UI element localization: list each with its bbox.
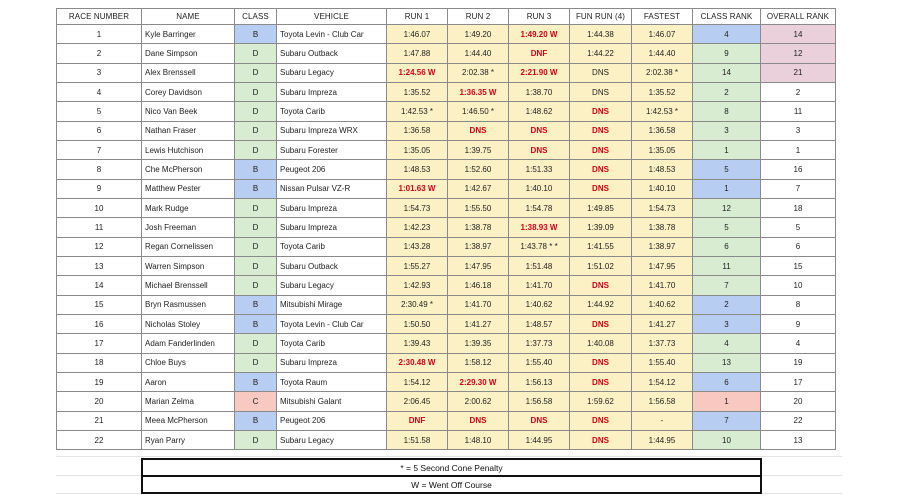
overall-rank-cell[interactable]: 13 xyxy=(761,430,836,449)
vehicle-cell[interactable]: Subaru Legacy xyxy=(277,430,387,449)
class-rank-cell[interactable]: 3 xyxy=(693,121,761,140)
class-rank-cell[interactable]: 2 xyxy=(693,295,761,314)
driver-name-cell[interactable]: Marian Zelma xyxy=(142,392,235,411)
run-1-cell[interactable]: DNF xyxy=(387,411,448,430)
run-3-cell[interactable]: 1:51.33 xyxy=(509,160,570,179)
fastest-cell[interactable]: 1:47.95 xyxy=(632,256,693,275)
driver-name-cell[interactable]: Nico Van Beek xyxy=(142,102,235,121)
class-cell[interactable]: D xyxy=(235,353,277,372)
run-2-cell[interactable]: 1:49.20 xyxy=(448,25,509,44)
run-3-cell[interactable]: 1:48.57 xyxy=(509,314,570,333)
table-row xyxy=(57,430,836,449)
overall-rank-cell[interactable]: 14 xyxy=(761,25,836,44)
race-number-cell[interactable]: 5 xyxy=(57,102,142,121)
vehicle-cell[interactable]: Subaru Legacy xyxy=(277,63,387,82)
driver-name-cell[interactable]: Mark Rudge xyxy=(142,198,235,217)
run-3-cell[interactable]: 1:40.62 xyxy=(509,295,570,314)
run-2-cell[interactable]: 1:46.18 xyxy=(448,276,509,295)
fun-run-cell[interactable]: DNS xyxy=(570,63,632,82)
run-3-cell[interactable]: 1:56.13 xyxy=(509,372,570,391)
run-2-cell[interactable]: 2:02.38 * xyxy=(448,63,509,82)
fastest-cell[interactable]: 1:44.95 xyxy=(632,430,693,449)
run-1-cell[interactable]: 2:30.49 * xyxy=(387,295,448,314)
class-rank-cell[interactable]: 13 xyxy=(693,353,761,372)
fun-run-cell[interactable]: DNS xyxy=(570,276,632,295)
run-1-cell[interactable]: 1:50.50 xyxy=(387,314,448,333)
driver-name-cell[interactable]: Adam Fanderlinden xyxy=(142,334,235,353)
driver-name-cell[interactable]: Bryn Rasmussen xyxy=(142,295,235,314)
overall-rank-cell[interactable]: 4 xyxy=(761,334,836,353)
overall-rank-cell[interactable]: 12 xyxy=(761,44,836,63)
fun-run-cell[interactable]: DNS xyxy=(570,160,632,179)
class-rank-cell[interactable]: 5 xyxy=(693,160,761,179)
fun-run-cell[interactable]: DNS xyxy=(570,353,632,372)
run-3-cell[interactable]: DNS xyxy=(509,140,570,159)
fastest-cell[interactable]: - xyxy=(632,411,693,430)
table-row xyxy=(57,372,836,391)
table-row xyxy=(57,179,836,198)
run-2-cell[interactable]: 1:48.10 xyxy=(448,430,509,449)
fastest-cell[interactable]: 1:38.78 xyxy=(632,218,693,237)
run-3-cell[interactable]: 1:38.93 W xyxy=(509,218,570,237)
run-2-cell[interactable]: 1:58.12 xyxy=(448,353,509,372)
run-2-cell[interactable]: 1:47.95 xyxy=(448,256,509,275)
fastest-cell[interactable]: 1:46.07 xyxy=(632,25,693,44)
col-header-vehicle[interactable]: VEHICLE xyxy=(277,9,387,25)
fastest-cell[interactable]: 1:41.27 xyxy=(632,314,693,333)
run-3-cell[interactable]: 1:51.48 xyxy=(509,256,570,275)
col-header-class-rank[interactable]: CLASS RANK xyxy=(693,9,761,25)
race-number-cell[interactable]: 12 xyxy=(57,237,142,256)
class-rank-cell[interactable]: 3 xyxy=(693,314,761,333)
overall-rank-cell[interactable]: 19 xyxy=(761,353,836,372)
vehicle-cell[interactable]: Peugeot 206 xyxy=(277,411,387,430)
class-rank-cell[interactable]: 4 xyxy=(693,25,761,44)
race-number-cell[interactable]: 11 xyxy=(57,218,142,237)
fun-run-cell[interactable]: 1:49.85 xyxy=(570,198,632,217)
fun-run-cell[interactable]: DNS xyxy=(570,314,632,333)
run-1-cell[interactable]: 1:36.58 xyxy=(387,121,448,140)
fun-run-cell[interactable]: 1:44.22 xyxy=(570,44,632,63)
overall-rank-cell[interactable]: 20 xyxy=(761,392,836,411)
class-cell[interactable]: D xyxy=(235,237,277,256)
col-header-fun-run[interactable]: FUN RUN (4) xyxy=(570,9,632,25)
run-1-cell[interactable]: 1:47.88 xyxy=(387,44,448,63)
class-rank-cell[interactable]: 4 xyxy=(693,334,761,353)
run-3-cell[interactable]: 1:40.10 xyxy=(509,179,570,198)
run-3-cell[interactable]: 1:48.62 xyxy=(509,102,570,121)
class-rank-cell[interactable]: 12 xyxy=(693,198,761,217)
table-row xyxy=(57,102,836,121)
vehicle-cell[interactable]: Peugeot 206 xyxy=(277,160,387,179)
run-1-cell[interactable]: 1:55.27 xyxy=(387,256,448,275)
class-rank-cell[interactable]: 1 xyxy=(693,392,761,411)
table-row xyxy=(57,198,836,217)
fun-run-cell[interactable]: 1:44.92 xyxy=(570,295,632,314)
fun-run-cell[interactable]: 1:51.02 xyxy=(570,256,632,275)
run-1-cell[interactable]: 1:42.23 xyxy=(387,218,448,237)
class-rank-cell[interactable]: 6 xyxy=(693,237,761,256)
driver-name-cell[interactable]: Chloe Buys xyxy=(142,353,235,372)
class-rank-cell[interactable]: 14 xyxy=(693,63,761,82)
fastest-cell[interactable]: 1:41.70 xyxy=(632,276,693,295)
driver-name-cell[interactable]: Kyle Barringer xyxy=(142,25,235,44)
results-table xyxy=(56,8,836,450)
table-row xyxy=(57,160,836,179)
table-row xyxy=(57,237,836,256)
overall-rank-cell[interactable]: 11 xyxy=(761,102,836,121)
race-number-cell[interactable]: 13 xyxy=(57,256,142,275)
race-number-cell[interactable]: 4 xyxy=(57,82,142,101)
driver-name-cell[interactable]: Ryan Parry xyxy=(142,430,235,449)
run-3-cell[interactable]: 1:38.70 xyxy=(509,82,570,101)
driver-name-cell[interactable]: Warren Simpson xyxy=(142,256,235,275)
vehicle-cell[interactable]: Subaru Impreza xyxy=(277,218,387,237)
run-3-cell[interactable]: 1:44.95 xyxy=(509,430,570,449)
overall-rank-cell[interactable]: 16 xyxy=(761,160,836,179)
run-1-cell[interactable]: 1:01.63 W xyxy=(387,179,448,198)
class-cell[interactable]: D xyxy=(235,256,277,275)
class-cell[interactable]: B xyxy=(235,179,277,198)
vehicle-cell[interactable]: Toyota Levin - Club Car xyxy=(277,314,387,333)
class-rank-cell[interactable]: 2 xyxy=(693,82,761,101)
fastest-cell[interactable]: 1:44.40 xyxy=(632,44,693,63)
vehicle-cell[interactable]: Toyota Levin - Club Car xyxy=(277,25,387,44)
fun-run-cell[interactable]: DNS xyxy=(570,140,632,159)
run-3-cell[interactable]: 1:41.70 xyxy=(509,276,570,295)
class-rank-cell[interactable]: 10 xyxy=(693,430,761,449)
race-number-cell[interactable]: 14 xyxy=(57,276,142,295)
race-number-cell[interactable]: 6 xyxy=(57,121,142,140)
legend xyxy=(141,458,762,494)
run-1-cell[interactable]: 1:24.56 W xyxy=(387,63,448,82)
overall-rank-cell[interactable]: 2 xyxy=(761,82,836,101)
run-2-cell[interactable]: 1:52.60 xyxy=(448,160,509,179)
col-header-overall-rank[interactable]: OVERALL RANK xyxy=(761,9,836,25)
table-row xyxy=(57,218,836,237)
table-row xyxy=(57,63,836,82)
run-3-cell[interactable]: 1:54.78 xyxy=(509,198,570,217)
vehicle-cell[interactable]: Toyota Carib xyxy=(277,334,387,353)
run-2-cell[interactable]: 2:00.62 xyxy=(448,392,509,411)
overall-rank-cell[interactable]: 6 xyxy=(761,237,836,256)
run-2-cell[interactable]: 1:36.35 W xyxy=(448,82,509,101)
table-row xyxy=(57,121,836,140)
class-cell[interactable]: D xyxy=(235,63,277,82)
run-2-cell[interactable]: 2:29.30 W xyxy=(448,372,509,391)
class-cell[interactable]: D xyxy=(235,140,277,159)
fun-run-cell[interactable]: 1:44.38 xyxy=(570,25,632,44)
table-row xyxy=(57,82,836,101)
race-number-cell[interactable]: 22 xyxy=(57,430,142,449)
fastest-cell[interactable]: 1:55.40 xyxy=(632,353,693,372)
race-number-cell[interactable]: 3 xyxy=(57,63,142,82)
driver-name-cell[interactable]: Che McPherson xyxy=(142,160,235,179)
driver-name-cell[interactable]: Dane Simpson xyxy=(142,44,235,63)
table-row xyxy=(57,25,836,44)
run-2-cell[interactable]: 1:38.97 xyxy=(448,237,509,256)
run-3-cell[interactable]: DNS xyxy=(509,121,570,140)
fastest-cell[interactable]: 1:38.97 xyxy=(632,237,693,256)
col-header-run-3[interactable]: RUN 3 xyxy=(509,9,570,25)
overall-rank-cell[interactable]: 3 xyxy=(761,121,836,140)
fastest-cell[interactable]: 1:36.58 xyxy=(632,121,693,140)
driver-name-cell[interactable]: Aaron xyxy=(142,372,235,391)
overall-rank-cell[interactable]: 8 xyxy=(761,295,836,314)
col-header-fastest[interactable]: FASTEST xyxy=(632,9,693,25)
run-3-cell[interactable]: 1:37.73 xyxy=(509,334,570,353)
fastest-cell[interactable]: 1:48.53 xyxy=(632,160,693,179)
fastest-cell[interactable]: 1:42.53 * xyxy=(632,102,693,121)
fastest-cell[interactable]: 1:54.12 xyxy=(632,372,693,391)
race-number-cell[interactable]: 16 xyxy=(57,314,142,333)
class-rank-cell[interactable]: 5 xyxy=(693,218,761,237)
run-1-cell[interactable]: 1:39.43 xyxy=(387,334,448,353)
driver-name-cell[interactable]: Regan Cornelissen xyxy=(142,237,235,256)
vehicle-cell[interactable]: Mitsubishi Galant xyxy=(277,392,387,411)
overall-rank-cell[interactable]: 18 xyxy=(761,198,836,217)
class-cell[interactable]: B xyxy=(235,314,277,333)
class-rank-cell[interactable]: 1 xyxy=(693,179,761,198)
table-row xyxy=(57,256,836,275)
run-2-cell[interactable]: 1:41.70 xyxy=(448,295,509,314)
vehicle-cell[interactable]: Toyota Carib xyxy=(277,102,387,121)
class-cell[interactable]: D xyxy=(235,198,277,217)
vehicle-cell[interactable]: Subaru Outback xyxy=(277,44,387,63)
fun-run-cell[interactable]: DNS xyxy=(570,102,632,121)
fun-run-cell[interactable]: 1:39.09 xyxy=(570,218,632,237)
fastest-cell[interactable]: 1:35.52 xyxy=(632,82,693,101)
class-cell[interactable]: D xyxy=(235,44,277,63)
vehicle-cell[interactable]: Subaru Impreza xyxy=(277,198,387,217)
driver-name-cell[interactable]: Josh Freeman xyxy=(142,218,235,237)
fastest-cell[interactable]: 1:37.73 xyxy=(632,334,693,353)
run-2-cell[interactable]: 1:46.50 * xyxy=(448,102,509,121)
driver-name-cell[interactable]: Alex Brenssell xyxy=(142,63,235,82)
legend-off-course: W = Went Off Course xyxy=(141,477,762,494)
vehicle-cell[interactable]: Subaru Legacy xyxy=(277,276,387,295)
run-3-cell[interactable]: DNF xyxy=(509,44,570,63)
results-sheet xyxy=(56,8,836,450)
fun-run-cell[interactable]: DNS xyxy=(570,179,632,198)
class-rank-cell[interactable]: 1 xyxy=(693,140,761,159)
run-1-cell[interactable]: 1:35.52 xyxy=(387,82,448,101)
table-row xyxy=(57,276,836,295)
class-cell[interactable]: D xyxy=(235,82,277,101)
col-header-race-number[interactable]: RACE NUMBER xyxy=(57,9,142,25)
race-number-cell[interactable]: 1 xyxy=(57,25,142,44)
overall-rank-cell[interactable]: 21 xyxy=(761,63,836,82)
vehicle-cell[interactable]: Subaru Impreza xyxy=(277,353,387,372)
col-header-name[interactable]: NAME xyxy=(142,9,235,25)
header-row xyxy=(57,9,836,25)
class-cell[interactable]: D xyxy=(235,121,277,140)
vehicle-cell[interactable]: Subaru Impreza xyxy=(277,82,387,101)
vehicle-cell[interactable]: Toyota Carib xyxy=(277,237,387,256)
col-header-run-1[interactable]: RUN 1 xyxy=(387,9,448,25)
race-number-cell[interactable]: 15 xyxy=(57,295,142,314)
fun-run-cell[interactable]: DNS xyxy=(570,411,632,430)
class-rank-cell[interactable]: 6 xyxy=(693,372,761,391)
race-number-cell[interactable]: 9 xyxy=(57,179,142,198)
driver-name-cell[interactable]: Lewis Hutchison xyxy=(142,140,235,159)
run-1-cell[interactable]: 1:42.53 * xyxy=(387,102,448,121)
fastest-cell[interactable]: 1:56.58 xyxy=(632,392,693,411)
driver-name-cell[interactable]: Michael Brenssell xyxy=(142,276,235,295)
race-number-cell[interactable]: 17 xyxy=(57,334,142,353)
run-2-cell[interactable]: 1:39.75 xyxy=(448,140,509,159)
race-number-cell[interactable]: 8 xyxy=(57,160,142,179)
class-rank-cell[interactable]: 11 xyxy=(693,256,761,275)
table-row xyxy=(57,44,836,63)
table-row xyxy=(57,140,836,159)
fun-run-cell[interactable]: DNS xyxy=(570,430,632,449)
run-3-cell[interactable]: 1:49.20 W xyxy=(509,25,570,44)
fastest-cell[interactable]: 1:54.73 xyxy=(632,198,693,217)
overall-rank-cell[interactable]: 10 xyxy=(761,276,836,295)
vehicle-cell[interactable]: Subaru Forester xyxy=(277,140,387,159)
class-cell[interactable]: B xyxy=(235,295,277,314)
table-row xyxy=(57,353,836,372)
run-3-cell[interactable]: 1:56.58 xyxy=(509,392,570,411)
run-1-cell[interactable]: 2:06.45 xyxy=(387,392,448,411)
overall-rank-cell[interactable]: 7 xyxy=(761,179,836,198)
run-2-cell[interactable]: 1:39.35 xyxy=(448,334,509,353)
class-cell[interactable]: B xyxy=(235,25,277,44)
fun-run-cell[interactable]: DNS xyxy=(570,372,632,391)
run-1-cell[interactable]: 1:48.53 xyxy=(387,160,448,179)
fun-run-cell[interactable]: 1:40.08 xyxy=(570,334,632,353)
run-3-cell[interactable]: 2:21.90 W xyxy=(509,63,570,82)
overall-rank-cell[interactable]: 9 xyxy=(761,314,836,333)
run-1-cell[interactable]: 1:43.28 xyxy=(387,237,448,256)
legend-cone-penalty: * = 5 Second Cone Penalty xyxy=(141,458,762,477)
overall-rank-cell[interactable]: 22 xyxy=(761,411,836,430)
class-rank-cell[interactable]: 8 xyxy=(693,102,761,121)
table-row xyxy=(57,334,836,353)
race-number-cell[interactable]: 18 xyxy=(57,353,142,372)
col-header-class[interactable]: CLASS xyxy=(235,9,277,25)
vehicle-cell[interactable]: Mitsubishi Mirage xyxy=(277,295,387,314)
driver-name-cell[interactable]: Matthew Pester xyxy=(142,179,235,198)
run-2-cell[interactable]: 1:38.78 xyxy=(448,218,509,237)
race-number-cell[interactable]: 7 xyxy=(57,140,142,159)
driver-name-cell[interactable]: Meea McPherson xyxy=(142,411,235,430)
run-2-cell[interactable]: DNS xyxy=(448,411,509,430)
class-rank-cell[interactable]: 7 xyxy=(693,411,761,430)
fastest-cell[interactable]: 1:35.05 xyxy=(632,140,693,159)
run-1-cell[interactable]: 1:46.07 xyxy=(387,25,448,44)
class-cell[interactable]: D xyxy=(235,102,277,121)
fun-run-cell[interactable]: 1:41.55 xyxy=(570,237,632,256)
fastest-cell[interactable]: 1:40.10 xyxy=(632,179,693,198)
table-row xyxy=(57,295,836,314)
run-2-cell[interactable]: 1:41.27 xyxy=(448,314,509,333)
col-header-run-2[interactable]: RUN 2 xyxy=(448,9,509,25)
race-number-cell[interactable]: 19 xyxy=(57,372,142,391)
class-cell[interactable]: B xyxy=(235,160,277,179)
race-number-cell[interactable]: 2 xyxy=(57,44,142,63)
vehicle-cell[interactable]: Nissan Pulsar VZ-R xyxy=(277,179,387,198)
run-2-cell[interactable]: DNS xyxy=(448,121,509,140)
fastest-cell[interactable]: 1:40.62 xyxy=(632,295,693,314)
overall-rank-cell[interactable]: 15 xyxy=(761,256,836,275)
class-cell[interactable]: C xyxy=(235,392,277,411)
class-cell[interactable]: B xyxy=(235,372,277,391)
driver-name-cell[interactable]: Nathan Fraser xyxy=(142,121,235,140)
run-1-cell[interactable]: 1:54.73 xyxy=(387,198,448,217)
class-cell[interactable]: D xyxy=(235,218,277,237)
class-cell[interactable]: D xyxy=(235,334,277,353)
class-cell[interactable]: D xyxy=(235,276,277,295)
vehicle-cell[interactable]: Subaru Impreza WRX xyxy=(277,121,387,140)
race-number-cell[interactable]: 20 xyxy=(57,392,142,411)
driver-name-cell[interactable]: Nicholas Stoley xyxy=(142,314,235,333)
run-3-cell[interactable]: 1:43.78 * * xyxy=(509,237,570,256)
vehicle-cell[interactable]: Subaru Outback xyxy=(277,256,387,275)
run-3-cell[interactable]: DNS xyxy=(509,411,570,430)
vehicle-cell[interactable]: Toyota Raum xyxy=(277,372,387,391)
table-row xyxy=(57,411,836,430)
run-1-cell[interactable]: 1:35.05 xyxy=(387,140,448,159)
overall-rank-cell[interactable]: 5 xyxy=(761,218,836,237)
class-cell[interactable]: B xyxy=(235,411,277,430)
table-row xyxy=(57,314,836,333)
overall-rank-cell[interactable]: 17 xyxy=(761,372,836,391)
driver-name-cell[interactable]: Corey Davidson xyxy=(142,82,235,101)
fun-run-cell[interactable]: 1:59.62 xyxy=(570,392,632,411)
fun-run-cell[interactable]: DNS xyxy=(570,121,632,140)
class-cell[interactable]: D xyxy=(235,430,277,449)
race-number-cell[interactable]: 21 xyxy=(57,411,142,430)
table-row xyxy=(57,392,836,411)
race-number-cell[interactable]: 10 xyxy=(57,198,142,217)
run-1-cell[interactable]: 1:54.12 xyxy=(387,372,448,391)
run-2-cell[interactable]: 1:55.50 xyxy=(448,198,509,217)
run-2-cell[interactable]: 1:42.67 xyxy=(448,179,509,198)
class-rank-cell[interactable]: 7 xyxy=(693,276,761,295)
run-1-cell[interactable]: 1:51.58 xyxy=(387,430,448,449)
run-1-cell[interactable]: 1:42.93 xyxy=(387,276,448,295)
overall-rank-cell[interactable]: 1 xyxy=(761,140,836,159)
run-1-cell[interactable]: 2:30.48 W xyxy=(387,353,448,372)
class-rank-cell[interactable]: 9 xyxy=(693,44,761,63)
fun-run-cell[interactable]: DNS xyxy=(570,82,632,101)
run-2-cell[interactable]: 1:44.40 xyxy=(448,44,509,63)
run-3-cell[interactable]: 1:55.40 xyxy=(509,353,570,372)
fastest-cell[interactable]: 2:02.38 * xyxy=(632,63,693,82)
